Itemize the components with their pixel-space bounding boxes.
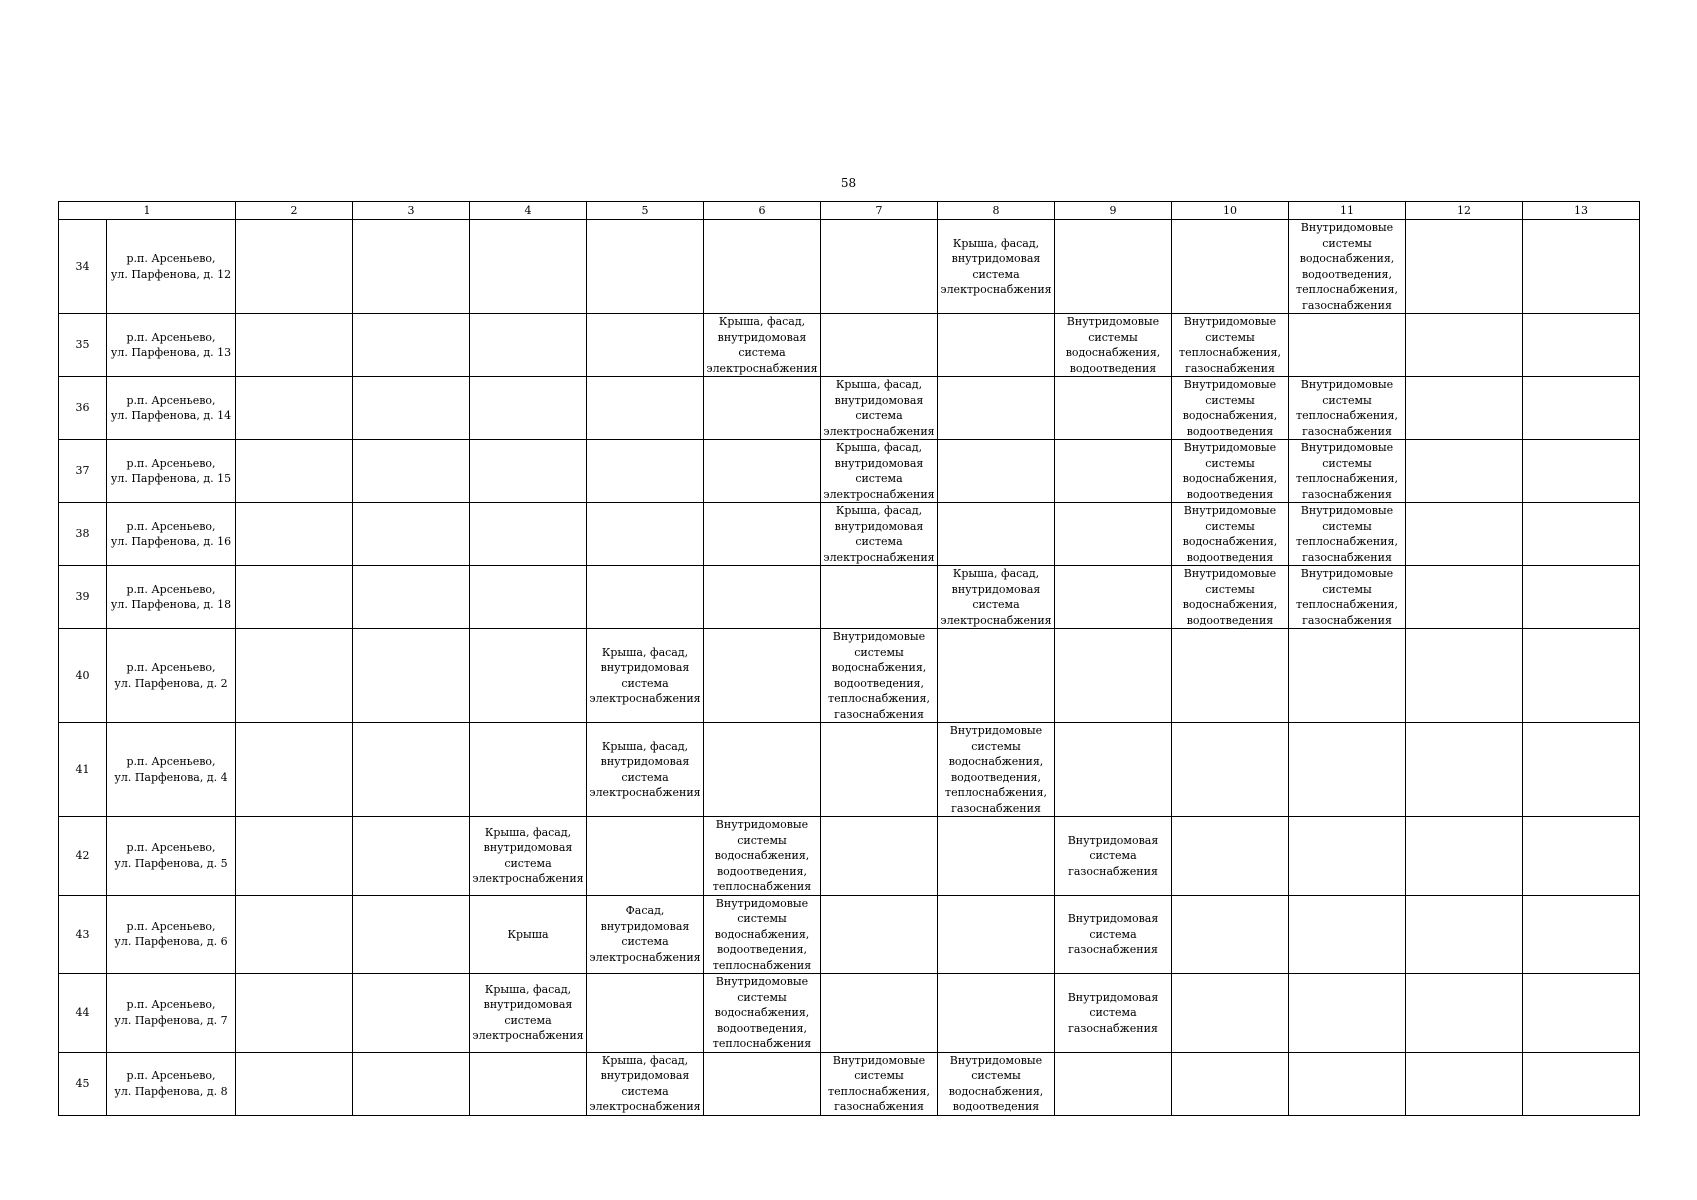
work-cell [236, 1052, 353, 1115]
row-number: 42 [59, 817, 107, 896]
work-cell [470, 629, 587, 723]
work-cell [353, 377, 470, 440]
column-header: 1 [59, 202, 236, 220]
work-cell [353, 629, 470, 723]
table-row [59, 895, 1640, 974]
address-locality: р.п. Арсеньево, [126, 456, 216, 470]
work-cell [1289, 1052, 1406, 1115]
work-cell: Крыша, фасад, внутридомовая система электроснабжения [470, 817, 587, 896]
address-cell [107, 895, 236, 974]
work-cell [821, 314, 938, 377]
address-street: ул. Парфенова, д. 18 [110, 598, 232, 611]
address-street: ул. Парфенова, д. 8 [114, 1084, 228, 1098]
row-number: 35 [59, 314, 107, 377]
address-cell [107, 314, 236, 377]
column-header: 13 [1523, 202, 1640, 220]
work-cell [938, 440, 1055, 503]
work-cell [1055, 566, 1172, 629]
work-cell: Внутридомовые системы теплоснабжения, газоснабжения [1289, 503, 1406, 566]
work-cell [1172, 974, 1289, 1053]
work-cell [1289, 314, 1406, 377]
table-row [59, 723, 1640, 817]
work-cell [470, 220, 587, 314]
work-cell [821, 220, 938, 314]
column-header: 10 [1172, 202, 1289, 220]
row-number: 41 [59, 723, 107, 817]
work-cell: Крыша, фасад, внутридомовая система электроснабжения [470, 974, 587, 1053]
address-locality: р.п. Арсеньево, [126, 755, 216, 768]
work-cell [704, 1052, 821, 1115]
table-row [59, 629, 1640, 723]
address-locality: р.п. Арсеньево, [126, 519, 216, 533]
work-cell [353, 314, 470, 377]
work-cell [1055, 1052, 1172, 1115]
work-cell [470, 314, 587, 377]
work-cell: Внутридомовые системы водоснабжения, водоотведения, теплоснабжения, газоснабжения [821, 629, 938, 723]
work-cell [704, 440, 821, 503]
work-cell [587, 440, 704, 503]
work-cell: Крыша, фасад, внутридомовая система электроснабжения [587, 1052, 704, 1115]
work-cell [938, 817, 1055, 896]
column-header: 8 [938, 202, 1055, 220]
row-number: 37 [59, 440, 107, 503]
row-number: 39 [59, 566, 107, 629]
work-cell [1406, 377, 1523, 440]
work-cell: Внутридомовые системы водоснабжения, водоотведения [1172, 440, 1289, 503]
work-cell [1289, 629, 1406, 723]
work-cell [470, 723, 587, 817]
work-cell [1523, 817, 1640, 896]
work-cell [1523, 629, 1640, 723]
column-header: 3 [353, 202, 470, 220]
work-cell [470, 440, 587, 503]
work-cell: Внутридомовые системы водоснабжения, водоотведения, теплоснабжения [704, 974, 821, 1053]
work-cell [1172, 723, 1289, 817]
work-cell [353, 440, 470, 503]
table-row [59, 817, 1640, 896]
work-cell [470, 503, 587, 566]
work-cell: Внутридомовые системы теплоснабжения, газоснабжения [1289, 566, 1406, 629]
work-cell [236, 503, 353, 566]
work-cell [1172, 817, 1289, 896]
work-cell [1406, 220, 1523, 314]
work-cell [704, 503, 821, 566]
work-cell [236, 974, 353, 1053]
work-cell [1406, 503, 1523, 566]
work-cell [821, 974, 938, 1053]
work-cell [587, 377, 704, 440]
work-cell: Внутридомовые системы водоснабжения, водоотведения [1172, 377, 1289, 440]
work-cell [1406, 817, 1523, 896]
address-cell [107, 1052, 236, 1115]
work-cell [1523, 377, 1640, 440]
work-cell: Крыша, фасад, внутридомовая система электроснабжения [938, 566, 1055, 629]
address-locality: р.п. Арсеньево, [126, 919, 216, 933]
column-header: 4 [470, 202, 587, 220]
work-cell [1172, 1052, 1289, 1115]
work-cell [470, 377, 587, 440]
work-cell [1289, 895, 1406, 974]
address-street: ул. Парфенова, д. 14 [110, 409, 232, 422]
row-number: 34 [59, 220, 107, 314]
work-cell [704, 629, 821, 723]
work-cell [938, 629, 1055, 723]
work-cell [470, 1052, 587, 1115]
work-cell [1055, 503, 1172, 566]
table-row [59, 974, 1640, 1053]
work-cell [587, 220, 704, 314]
work-cell [1523, 220, 1640, 314]
work-cell [704, 566, 821, 629]
work-cell [353, 566, 470, 629]
work-cell: Внутридомовые системы водоснабжения, водоотведения [938, 1052, 1055, 1115]
work-cell: Крыша, фасад, внутридомовая система электроснабжения [587, 629, 704, 723]
work-cell [1523, 503, 1640, 566]
column-header: 9 [1055, 202, 1172, 220]
work-cell [236, 440, 353, 503]
address-locality: р.п. Арсеньево, [126, 998, 216, 1012]
work-cell [353, 503, 470, 566]
work-cell [704, 220, 821, 314]
work-cell: Фасад, внутридомовая система электроснабжения [587, 895, 704, 974]
address-street: ул. Парфенова, д. 2 [114, 676, 228, 690]
work-cell [938, 314, 1055, 377]
work-cell [1406, 629, 1523, 723]
row-number: 44 [59, 974, 107, 1053]
address-cell [107, 220, 236, 314]
work-cell [938, 895, 1055, 974]
table-row [59, 220, 1640, 314]
work-cell: Внутридомовые системы водоснабжения, водоотведения, теплоснабжения [704, 817, 821, 896]
work-cell [1406, 723, 1523, 817]
work-cell: Внутридомовые системы водоснабжения, водоотведения, теплоснабжения, газоснабжения [938, 723, 1055, 817]
work-cell [1172, 895, 1289, 974]
work-cell [1406, 974, 1523, 1053]
work-cell: Внутридомовые системы водоснабжения, водоотведения, теплоснабжения, газоснабжения [1289, 220, 1406, 314]
work-cell: Внутридомовые системы водоснабжения, водоотведения, теплоснабжения [704, 895, 821, 974]
page-number: 58 [840, 176, 857, 190]
address-cell [107, 723, 236, 817]
work-cell [236, 566, 353, 629]
work-cell [587, 314, 704, 377]
work-cell: Внутридомовые системы водоснабжения, водоотведения [1172, 503, 1289, 566]
work-cell [587, 566, 704, 629]
work-cell: Внутридомовые системы водоснабжения, водоотведения [1055, 314, 1172, 377]
work-cell [1055, 440, 1172, 503]
column-header: 7 [821, 202, 938, 220]
work-cell [1289, 974, 1406, 1053]
work-cell: Крыша, фасад, внутридомовая система электроснабжения [704, 314, 821, 377]
column-number-row [59, 202, 1640, 220]
work-cell [821, 723, 938, 817]
address-cell [107, 503, 236, 566]
work-cell: Внутридомовые системы теплоснабжения, газоснабжения [1289, 377, 1406, 440]
work-cell [821, 817, 938, 896]
address-cell [107, 629, 236, 723]
work-cell [236, 377, 353, 440]
repair-schedule-table [58, 201, 1640, 1116]
row-number: 38 [59, 503, 107, 566]
work-cell: Крыша [470, 895, 587, 974]
work-cell: Внутридомовые системы водоснабжения, водоотведения [1172, 566, 1289, 629]
work-cell: Внутридомовые системы теплоснабжения, газоснабжения [1289, 440, 1406, 503]
work-cell [353, 220, 470, 314]
work-cell [236, 314, 353, 377]
work-cell [353, 1052, 470, 1115]
table-row [59, 503, 1640, 566]
work-cell [821, 566, 938, 629]
address-street: ул. Парфенова, д. 4 [114, 770, 228, 784]
work-cell [236, 629, 353, 723]
address-cell [107, 377, 236, 440]
work-cell [704, 377, 821, 440]
work-cell: Крыша, фасад, внутридомовая система электроснабжения [821, 503, 938, 566]
work-cell [1523, 314, 1640, 377]
work-cell: Крыша, фасад, внутридомовая система электроснабжения [821, 377, 938, 440]
work-cell: Внутридомовые системы теплоснабжения, газоснабжения [821, 1052, 938, 1115]
row-number: 36 [59, 377, 107, 440]
work-cell [236, 895, 353, 974]
work-cell [1055, 220, 1172, 314]
work-cell [1406, 440, 1523, 503]
work-cell: Крыша, фасад, внутридомовая система электроснабжения [821, 440, 938, 503]
work-cell [1055, 629, 1172, 723]
address-locality: р.п. Арсеньево, [126, 393, 216, 407]
work-cell [353, 895, 470, 974]
work-cell [1406, 566, 1523, 629]
work-cell [1406, 1052, 1523, 1115]
address-street: ул. Парфенова, д. 16 [110, 535, 232, 548]
address-cell [107, 817, 236, 896]
work-cell [1523, 566, 1640, 629]
table-row [59, 440, 1640, 503]
work-cell [938, 503, 1055, 566]
address-locality: р.п. Арсеньево, [126, 252, 216, 265]
row-number: 40 [59, 629, 107, 723]
address-locality: р.п. Арсеньево, [126, 661, 216, 674]
address-street: ул. Парфенова, д. 7 [114, 1013, 228, 1027]
work-cell [353, 974, 470, 1053]
address-street: ул. Парфенова, д. 15 [110, 472, 232, 485]
work-cell [353, 817, 470, 896]
work-cell [1523, 974, 1640, 1053]
work-cell [1406, 314, 1523, 377]
work-cell [587, 503, 704, 566]
work-cell: Крыша, фасад, внутридомовая система электроснабжения [587, 723, 704, 817]
table-row [59, 314, 1640, 377]
work-cell [236, 220, 353, 314]
work-cell: Внутридомовая система газоснабжения [1055, 817, 1172, 896]
work-cell [1523, 440, 1640, 503]
work-cell [704, 723, 821, 817]
address-locality: р.п. Арсеньево, [126, 330, 216, 344]
address-street: ул. Парфенова, д. 5 [114, 856, 228, 870]
address-locality: р.п. Арсеньево, [126, 841, 216, 855]
work-cell [1172, 629, 1289, 723]
address-locality: р.п. Арсеньево, [126, 582, 216, 596]
work-cell [1523, 723, 1640, 817]
work-cell [587, 817, 704, 896]
work-cell [1406, 895, 1523, 974]
address-street: ул. Парфенова, д. 6 [114, 935, 228, 949]
work-cell [1055, 723, 1172, 817]
table-row [59, 1052, 1640, 1115]
work-cell: Крыша, фасад, внутридомовая система электроснабжения [938, 220, 1055, 314]
address-street: ул. Парфенова, д. 12 [110, 267, 232, 281]
work-cell [470, 566, 587, 629]
table-row [59, 377, 1640, 440]
work-cell [1289, 817, 1406, 896]
work-cell: Внутридомовые системы теплоснабжения, газоснабжения [1172, 314, 1289, 377]
work-cell [236, 723, 353, 817]
work-cell [821, 895, 938, 974]
address-cell [107, 974, 236, 1053]
work-cell [1289, 723, 1406, 817]
work-cell [353, 723, 470, 817]
row-number: 43 [59, 895, 107, 974]
work-cell [938, 974, 1055, 1053]
column-header: 2 [236, 202, 353, 220]
work-cell [236, 817, 353, 896]
address-street: ул. Парфенова, д. 13 [110, 346, 232, 359]
address-cell [107, 440, 236, 503]
address-locality: р.п. Арсеньево, [126, 1069, 216, 1082]
row-number: 45 [59, 1052, 107, 1115]
column-header: 5 [587, 202, 704, 220]
column-header: 6 [704, 202, 821, 220]
work-cell [1523, 1052, 1640, 1115]
work-cell [587, 974, 704, 1053]
work-cell [1172, 220, 1289, 314]
column-header: 11 [1289, 202, 1406, 220]
address-cell [107, 566, 236, 629]
work-cell [1523, 895, 1640, 974]
work-cell [1055, 377, 1172, 440]
table-row [59, 566, 1640, 629]
work-cell: Внутридомовая система газоснабжения [1055, 974, 1172, 1053]
column-header: 12 [1406, 202, 1523, 220]
work-cell: Внутридомовая система газоснабжения [1055, 895, 1172, 974]
work-cell [938, 377, 1055, 440]
